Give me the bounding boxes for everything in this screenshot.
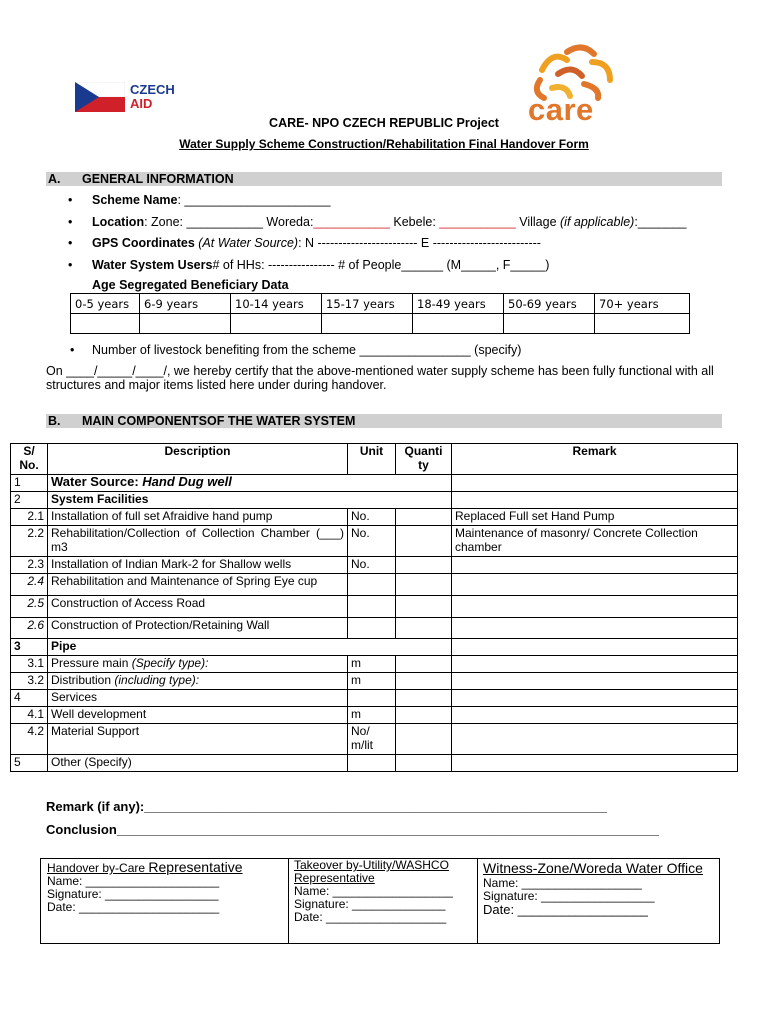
row-number: 5	[11, 755, 48, 772]
row-remark[interactable]	[452, 724, 738, 755]
row-quantity[interactable]	[396, 656, 452, 673]
table-row	[11, 557, 738, 574]
row-remark[interactable]	[452, 574, 738, 596]
row-unit[interactable]	[348, 574, 396, 596]
row-quantity[interactable]	[396, 526, 452, 557]
row-number: 4.1	[11, 707, 48, 724]
row-remark[interactable]	[452, 557, 738, 574]
signature-box	[40, 858, 720, 944]
row-remark[interactable]	[452, 492, 738, 509]
row-remark[interactable]	[452, 673, 738, 690]
table-row	[11, 707, 738, 724]
row-unit[interactable]	[348, 618, 396, 639]
row-quantity[interactable]	[396, 755, 452, 772]
row-description: Construction of Protection/Retaining Wall	[48, 618, 348, 639]
table-row	[11, 475, 738, 492]
row-unit[interactable]: No.	[348, 557, 396, 574]
row-remark[interactable]: Maintenance of masonry/ Concrete Collection chamber	[452, 526, 738, 557]
age-table	[70, 293, 690, 334]
age-input-row[interactable]	[71, 314, 690, 334]
col-sno: S/ No.	[11, 444, 48, 475]
col-remark: Remark	[452, 444, 738, 475]
age-group-5: 50-69 years	[504, 294, 595, 314]
age-cell[interactable]	[140, 314, 231, 334]
row-number: 4	[11, 690, 48, 707]
handover-date[interactable]: Date: _____________________	[47, 900, 220, 914]
czech-flag-icon	[75, 82, 125, 112]
age-group-2: 10-14 years	[231, 294, 322, 314]
row-description: Distribution (including type):	[48, 673, 348, 690]
components-table	[10, 443, 738, 772]
location-field[interactable]: • Location: Zone: ___________ Woreda:___________ Kebele: ___________ Village (if applicable):_______	[70, 215, 686, 229]
row-remark[interactable]	[452, 690, 738, 707]
row-description: Services	[48, 690, 348, 707]
age-cell[interactable]	[504, 314, 595, 334]
czech-aid-logo-text: CZECH AID	[130, 82, 175, 111]
row-number: 3.1	[11, 656, 48, 673]
table-row	[11, 509, 738, 526]
row-quantity[interactable]	[396, 596, 452, 618]
row-number: 2.1	[11, 509, 48, 526]
row-number: 3	[11, 639, 48, 656]
age-data-title: Age Segregated Beneficiary Data	[92, 278, 289, 292]
takeover-date[interactable]: Date: __________________	[294, 910, 447, 924]
row-remark[interactable]	[452, 475, 738, 492]
takeover-name[interactable]: Name: __________________	[294, 884, 453, 898]
age-cell[interactable]	[322, 314, 413, 334]
row-unit[interactable]: m	[348, 673, 396, 690]
row-unit[interactable]: m	[348, 707, 396, 724]
row-number: 2	[11, 492, 48, 509]
age-group-1: 6-9 years	[140, 294, 231, 314]
care-logo-text: care	[528, 92, 594, 127]
witness-date[interactable]: Date: __________________	[483, 902, 648, 917]
takeover-signature[interactable]: Signature: ______________	[294, 897, 446, 911]
row-quantity[interactable]	[396, 618, 452, 639]
handover-column: Handover by-Care Representative Name: ____________________ Signature: _________________ Date: _____________________	[47, 861, 283, 945]
row-remark[interactable]	[452, 707, 738, 724]
row-description: Other (Specify)	[48, 755, 348, 772]
age-cell[interactable]	[71, 314, 140, 334]
row-quantity[interactable]	[396, 724, 452, 755]
section-b-header: B. MAIN COMPONENTSOF THE WATER SYSTEM	[46, 414, 722, 428]
age-cell[interactable]	[595, 314, 690, 334]
row-number: 2.5	[11, 596, 48, 618]
certify-statement: On ____/_____/____/, we hereby certify that the above-mentioned water supply scheme has been fully functional with all structures and major items listed here under during handover.	[46, 364, 714, 392]
row-description: Construction of Access Road	[48, 596, 348, 618]
age-group-0: 0-5 years	[71, 294, 140, 314]
table-row	[11, 690, 738, 707]
takeover-column: Takeover by-Utility/WASHCO Representative Name: __________________ Signature: ______________ Date: __________________	[294, 859, 474, 943]
row-unit[interactable]	[348, 596, 396, 618]
age-cell[interactable]	[413, 314, 504, 334]
row-number: 3.2	[11, 673, 48, 690]
remark-line[interactable]: Remark (if any):________________________________________________________________	[46, 799, 607, 814]
age-group-4: 18-49 years	[413, 294, 504, 314]
scheme-name-field[interactable]: • Scheme Name: _____________________	[70, 193, 330, 207]
water-users-field[interactable]: • Water System Users# of HHs: ---------------- # of People______ (M_____, F_____)	[70, 258, 549, 272]
row-remark[interactable]: Replaced Full set Hand Pump	[452, 509, 738, 526]
table-row	[11, 673, 738, 690]
table-row	[11, 574, 738, 596]
table-row	[11, 656, 738, 673]
row-unit[interactable]: No.	[348, 526, 396, 557]
row-quantity[interactable]	[396, 574, 452, 596]
components-header-row	[11, 444, 738, 475]
handover-name[interactable]: Name: ____________________	[47, 874, 220, 888]
row-remark[interactable]	[452, 596, 738, 618]
row-quantity[interactable]	[396, 690, 452, 707]
gps-field[interactable]: • GPS Coordinates (At Water Source): N ------------------------ E --------------------------	[70, 236, 541, 250]
row-number: 4.2	[11, 724, 48, 755]
row-unit[interactable]: No.	[348, 509, 396, 526]
row-description: Pipe	[48, 639, 452, 656]
row-number: 2.4	[11, 574, 48, 596]
table-row	[11, 618, 738, 639]
col-description: Description	[48, 444, 348, 475]
row-quantity[interactable]	[396, 557, 452, 574]
table-row	[11, 526, 738, 557]
row-description: Material Support	[48, 724, 348, 755]
age-group-6: 70+ years	[595, 294, 690, 314]
row-quantity[interactable]	[396, 707, 452, 724]
section-a-header: A. GENERAL INFORMATION	[46, 172, 722, 186]
table-row	[11, 724, 738, 755]
row-remark[interactable]	[452, 618, 738, 639]
table-row	[11, 755, 738, 772]
row-quantity[interactable]	[396, 673, 452, 690]
row-unit[interactable]	[348, 690, 396, 707]
row-description: Rehabilitation/Collection of Collection Chamber (___) m3	[48, 526, 348, 557]
row-number: 2.6	[11, 618, 48, 639]
row-description: Rehabilitation and Maintenance of Spring Eye cup	[48, 574, 348, 596]
row-remark[interactable]	[452, 656, 738, 673]
livestock-field[interactable]: • Number of livestock benefiting from the scheme ________________ (specify)	[72, 343, 521, 357]
row-number: 2.2	[11, 526, 48, 557]
row-unit[interactable]: m	[348, 656, 396, 673]
table-row	[11, 492, 738, 509]
row-description: Pressure main (Specify type):	[48, 656, 348, 673]
row-unit[interactable]: No/ m/lit	[348, 724, 396, 755]
project-title: CARE- NPO CZECH REPUBLIC Project	[269, 116, 499, 130]
witness-name[interactable]: Name: __________________	[483, 876, 642, 890]
col-unit: Unit	[348, 444, 396, 475]
age-header-row	[71, 294, 690, 314]
row-description: Water Source: Hand Dug well	[48, 475, 452, 492]
row-unit[interactable]	[348, 755, 396, 772]
row-quantity[interactable]	[396, 509, 452, 526]
row-description: Installation of full set Afraidive hand pump	[48, 509, 348, 526]
row-number: 1	[11, 475, 48, 492]
row-description: Installation of Indian Mark-2 for Shallow wells	[48, 557, 348, 574]
handover-signature[interactable]: Signature: _________________	[47, 887, 219, 901]
row-number: 2.3	[11, 557, 48, 574]
form-title: Water Supply Scheme Construction/Rehabilitation Final Handover Form	[179, 137, 589, 151]
col-quantity: Quanti ty	[396, 444, 452, 475]
row-remark[interactable]	[452, 755, 738, 772]
witness-signature[interactable]: Signature: _________________	[483, 889, 655, 903]
row-remark[interactable]	[452, 639, 738, 656]
table-row	[11, 596, 738, 618]
age-group-3: 15-17 years	[322, 294, 413, 314]
row-description: Well development	[48, 707, 348, 724]
age-cell[interactable]	[231, 314, 322, 334]
row-description: System Facilities	[48, 492, 452, 509]
witness-column: Witness-Zone/Woreda Water Office Name: __________________ Signature: _________________ Date: __________________	[483, 860, 715, 944]
table-row	[11, 639, 738, 656]
conclusion-line[interactable]: Conclusion___________________________________________________________________________	[46, 822, 660, 837]
